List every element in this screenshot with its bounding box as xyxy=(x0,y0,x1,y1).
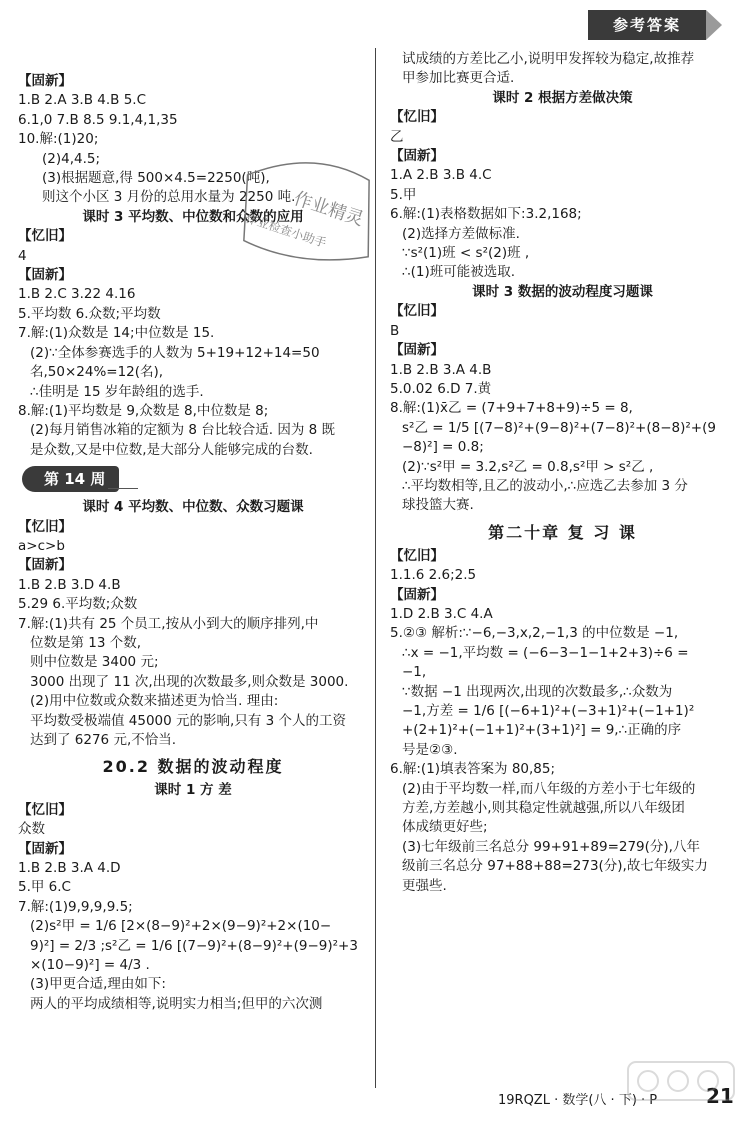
check-stamp xyxy=(232,148,382,268)
page-number: 21 xyxy=(706,1084,734,1108)
chapter-title: 20.2 数据的波动程度 xyxy=(102,757,284,777)
answer-line: (3)根据题意,得 500×4.5=2250(吨), xyxy=(42,170,270,187)
answer-line: ∵数据 −1 出现两次,出现的次数最多,∴众数为 xyxy=(402,683,673,700)
answer-line: s²乙 = 1/5 [(7−8)²+(9−8)²+(7−8)²+(8−8)²+(9 xyxy=(402,419,716,436)
section-heading: 【忆旧】 xyxy=(18,228,72,245)
answer-line: 5.甲 6.C xyxy=(18,879,71,896)
answer-line: a>c>b xyxy=(18,537,65,554)
answer-line: 位数是第 13 个数, xyxy=(30,634,142,651)
answer-tag: 参考答案 xyxy=(588,10,706,40)
answer-line: 10.解:(1)20; xyxy=(18,131,99,148)
answer-line: 5.0.02 6.D 7.黄 xyxy=(390,380,492,397)
answer-line: 6.解:(1)填表答案为 80,85; xyxy=(390,761,556,778)
week-badge: 第 14 周 xyxy=(22,466,119,492)
answer-line: 7.解:(1)众数是 14;中位数是 15. xyxy=(18,325,215,342)
answer-line: 8.解:(1)x̄乙 = (7+9+7+8+9)÷5 = 8, xyxy=(390,400,633,417)
answer-line: 更强些. xyxy=(402,877,447,894)
answer-line: ∵s²(1)班 < s²(2)班 , xyxy=(402,245,530,262)
section-heading: 【忆旧】 xyxy=(390,303,444,320)
answer-line: 1.A 2.B 3.B 4.C xyxy=(390,167,492,184)
answer-line: 5.平均数 6.众数;平均数 xyxy=(18,305,161,322)
answer-line: 试成绩的方差比乙小,说明甲发挥较为稳定,故推荐 xyxy=(402,51,695,67)
chapter-title: 第二十章 复 习 课 xyxy=(488,522,637,542)
answer-line: (2)4,4.5; xyxy=(42,150,101,167)
lesson-title: 课时 3 数据的波动程度习题课 xyxy=(472,283,653,300)
answer-line: 1.1.6 2.6;2.5 xyxy=(390,567,477,584)
section-heading: 【固新】 xyxy=(390,342,444,359)
answer-line: 5.29 6.平均数;众数 xyxy=(18,596,138,613)
answer-line: 6.解:(1)表格数据如下:3.2,168; xyxy=(390,206,582,223)
answer-line: 两人的平均成绩相等,说明实力相当;但甲的六次测 xyxy=(30,995,323,1012)
answer-line: 体成绩更好些; xyxy=(402,819,488,836)
answer-line: 球投篮大赛. xyxy=(402,497,474,514)
answer-line: 是众数,又是中位数,是大部分人能够完成的台数. xyxy=(30,441,313,458)
section-heading: 【固新】 xyxy=(18,557,72,574)
answer-line: 5.甲 xyxy=(390,186,417,203)
answer-line: 7.解:(1)共有 25 个员工,按从小到大的顺序排列,中 xyxy=(18,615,319,632)
section-heading: 【固新】 xyxy=(390,586,444,603)
lesson-title: 课时 4 平均数、中位数、众数习题课 xyxy=(82,499,304,516)
answer-line: 众数 xyxy=(18,821,45,838)
answer-line: −1, xyxy=(402,664,427,681)
right-column xyxy=(390,50,735,896)
answer-line: (2)每月销售冰箱的定额为 8 台比较合适. 因为 8 既 xyxy=(30,422,336,439)
stamp-subtitle: 作业检查小助手 xyxy=(243,210,329,251)
section-heading: 【忆旧】 xyxy=(390,109,444,126)
lesson-title: 课时 1 方 差 xyxy=(154,782,232,799)
answer-line: 5.②③ 解析:∵−6,−3,x,2,−1,3 的中位数是 −1, xyxy=(390,625,679,642)
week-underline xyxy=(108,488,138,489)
answer-line: 级前三名总分 97+88+88=273(分),故七年级实力 xyxy=(402,858,708,875)
answer-line: 1.B 2.A 3.B 4.B 5.C xyxy=(18,92,147,109)
footer-code: 19RQZL · 数学(八 · 下) · P xyxy=(498,1093,658,1108)
answer-line: (2)∵全体参赛选手的人数为 5+19+12+14=50 xyxy=(30,344,320,361)
answer-line: 方差,方差越小,则其稳定性就越强,所以八年级团 xyxy=(402,800,685,817)
section-heading: 【固新】 xyxy=(18,267,72,284)
answer-line: 7.解:(1)9,9,9,9.5; xyxy=(18,898,133,915)
section-heading: 【忆旧】 xyxy=(18,801,72,818)
answer-line: 8.解:(1)平均数是 9,众数是 8,中位数是 8; xyxy=(18,402,269,419)
answer-line: 4 xyxy=(18,247,27,264)
answer-line: 6.1,0 7.B 8.5 9.1,4,1,35 xyxy=(18,111,178,128)
answer-line: 平均数受极端值 45000 元的影响,只有 3 个人的工资 xyxy=(30,712,346,729)
section-heading: 【忆旧】 xyxy=(18,518,72,535)
week-banner xyxy=(18,466,368,494)
stamp-title: 作业精灵 xyxy=(291,188,367,231)
answer-line: ×(10−9)²] = 4/3 . xyxy=(30,957,150,974)
answer-line: 甲参加比赛更合适. xyxy=(402,70,515,87)
answer-line: ∴佳明是 15 岁年龄组的选手. xyxy=(30,383,204,400)
answer-line: −8)²] = 0.8; xyxy=(402,439,484,456)
answer-line: (3)甲更合适,理由如下: xyxy=(30,976,166,993)
answer-line: +(2+1)²+(−1+1)²+(3+1)²] = 9,∴正确的序 xyxy=(402,722,682,739)
section-heading: 【固新】 xyxy=(18,840,72,857)
answer-line: (2)∵s²甲 = 3.2,s²乙 = 0.8,s²甲 > s²乙 , xyxy=(402,458,654,475)
answer-line: ∴x = −1,平均数 = (−6−3−1−1+2+3)÷6 = xyxy=(402,644,689,661)
answer-line: 达到了 6276 元,不恰当. xyxy=(30,732,177,748)
answer-line: (2)选择方差做标准. xyxy=(402,225,520,242)
answer-line: 名,50×24%=12(名), xyxy=(30,364,164,381)
answer-line: 9)²] = 2/3 ;s²乙 = 1/6 [(7−9)²+(8−9)²+(9−9)²+3 xyxy=(30,937,358,954)
answer-line: 乙 xyxy=(390,128,404,145)
section-heading: 【固新】 xyxy=(18,73,72,89)
answer-tag-arrow xyxy=(706,10,722,40)
answer-line: 1.B 2.B 3.A 4.B xyxy=(390,361,492,378)
answer-line: (2)s²甲 = 1/6 [2×(8−9)²+2×(9−9)²+2×(10− xyxy=(30,918,332,935)
watermark-logo xyxy=(626,1056,736,1106)
answer-line: (3)七年级前三名总分 99+91+89=279(分),八年 xyxy=(402,838,700,855)
answer-line: B xyxy=(390,322,400,339)
answer-line: 3000 出现了 11 次,出现的次数最多,则众数是 3000. xyxy=(30,673,349,690)
answer-line: 则中位数是 3400 元; xyxy=(30,654,159,671)
lesson-title: 课时 2 根据方差做决策 xyxy=(492,89,633,106)
answer-line: 1.B 2.C 3.22 4.16 xyxy=(18,286,136,303)
answer-line: ∴平均数相等,且乙的波动小,∴应选乙去参加 3 分 xyxy=(402,477,688,494)
answer-line: 则这个小区 3 月份的总用水量为 2250 吨. xyxy=(42,189,296,206)
answer-line: −1,方差 = 1/6 [(−6+1)²+(−3+1)²+(−1+1)² xyxy=(402,703,695,719)
section-heading: 【忆旧】 xyxy=(390,547,444,564)
answer-line: (2)用中位数或众数来描述更为恰当. 理由: xyxy=(30,693,279,710)
answer-line: 号是②③. xyxy=(402,741,458,758)
answer-line: 1.D 2.B 3.C 4.A xyxy=(390,605,493,622)
answer-line: 1.B 2.B 3.D 4.B xyxy=(18,576,121,593)
answer-line: 1.B 2.B 3.A 4.D xyxy=(18,860,121,877)
answer-line: ∴(1)班可能被选取. xyxy=(402,264,516,281)
answer-line: (2)由于平均数一样,而八年级的方差小于七年级的 xyxy=(402,780,696,797)
section-heading: 【固新】 xyxy=(390,148,444,165)
lesson-title: 课时 3 平均数、中位数和众数的应用 xyxy=(82,208,304,225)
